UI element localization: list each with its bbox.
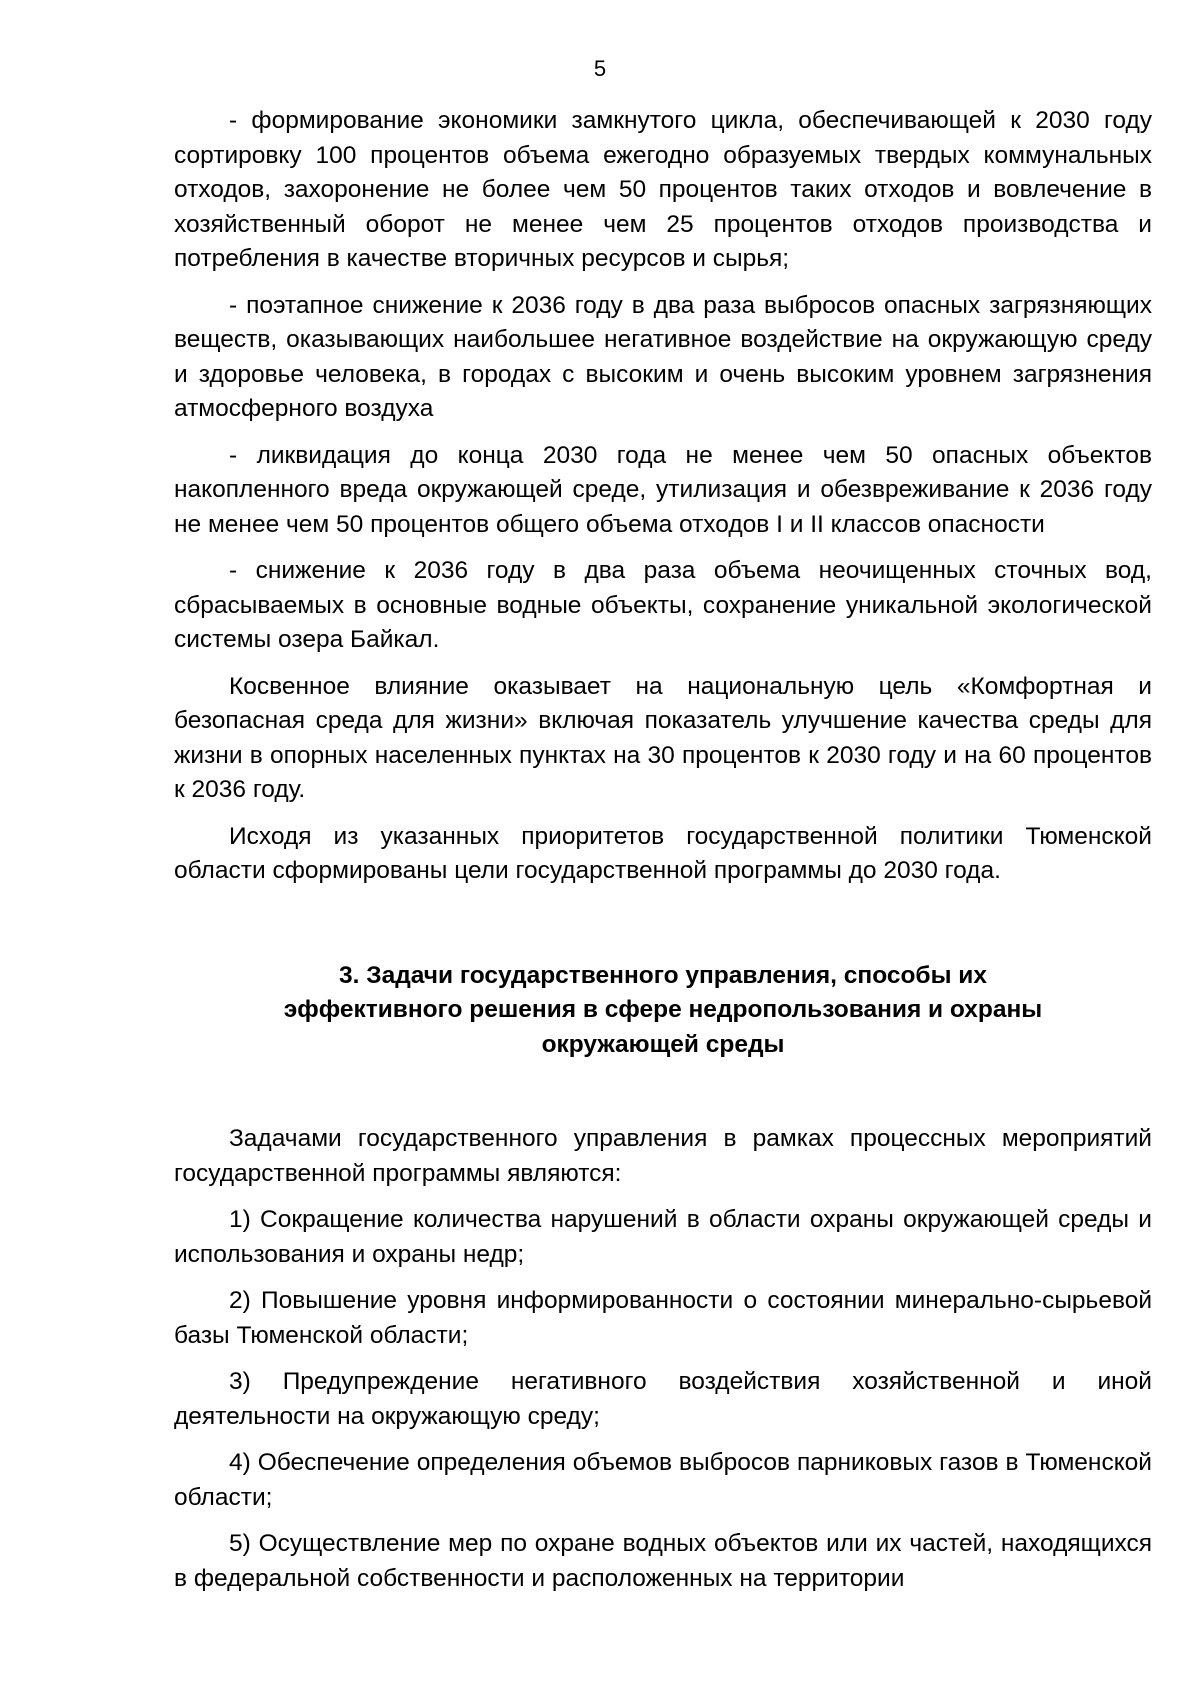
- paragraph-tasks-intro: Задачами государственного управления в рамках процессных мероприятий государственной программы являются:: [174, 1125, 1152, 1187]
- paragraph-accumulated-harm: - ликвидация до конца 2030 года не менее чем 50 опасных объектов накопленного вреда окружающей среде, утилизация и обезвреживание к 2036 году не менее чем 50 процентов общего объема отходов I и II классов опасности: [174, 441, 1152, 538]
- section-heading-line: окружающей среды: [541, 1030, 785, 1058]
- section-heading-line: эффективного решения в сфере недропользования и охраны: [283, 996, 1043, 1023]
- task-item-5: 5) Осуществление мер по охране водных объектов или их частей, находящихся в федеральной собственности и расположенных на территории: [174, 1530, 1152, 1592]
- task-item-3: 3) Предупреждение негативного воздействия хозяйственной и иной деятельности на окружающую среду;: [174, 1368, 1152, 1430]
- page-number: 5: [593, 56, 607, 81]
- task-item-4: 4) Обеспечение определения объемов выбросов парниковых газов в Тюменской области;: [174, 1449, 1152, 1511]
- section-heading-line: 3. Задачи государственного управления, способы их: [339, 961, 987, 989]
- section-heading: [174, 959, 1152, 1063]
- paragraph-emissions-reduction: - поэтапное снижение к 2036 году в два раза выбросов опасных загрязняющих веществ, оказывающих наибольшее негативное воздействие на окружающую среду и здоровье человека, в городах с высоким и очень высоким уровнем загрязнения атмосферного воздуха: [174, 291, 1152, 422]
- paragraph-circular-economy: - формирование экономики замкнутого цикла, обеспечивающей к 2030 году сортировку 100 процентов объема ежегодно образуемых твердых коммунальных отходов, захоронение не более чем 50 процентов таких отходов и вовлечение в хозяйственный оборот не менее чем 25 процентов отходов производства и потребления в качестве вторичных ресурсов и сырья;: [174, 107, 1152, 272]
- document-body: [174, 104, 1152, 1608]
- paragraph-wastewater: - снижение к 2036 году в два раза объема неочищенных сточных вод, сбрасываемых в основные водные объекты, сохранение уникальной экологической системы озера Байкал.: [174, 557, 1152, 653]
- paragraph-indirect-influence: Косвенное влияние оказывает на национальную цель «Комфортная и безопасная среда для жизни» включая показатель улучшение качества среды для жизни в опорных населенных пунктах на 30 процентов к 2030 году и на 60 процентов к 2036 году.: [174, 672, 1152, 803]
- paragraph-program-goals: Исходя из указанных приоритетов государственной политики Тюменской области сформированы цели государственной программы до 2030 года.: [174, 822, 1152, 884]
- task-item-2: 2) Повышение уровня информированности о состоянии минерально-сырьевой базы Тюменской области;: [174, 1287, 1152, 1349]
- task-item-1: 1) Сокращение количества нарушений в области охраны окружающей среды и использования и охраны недр;: [174, 1206, 1152, 1268]
